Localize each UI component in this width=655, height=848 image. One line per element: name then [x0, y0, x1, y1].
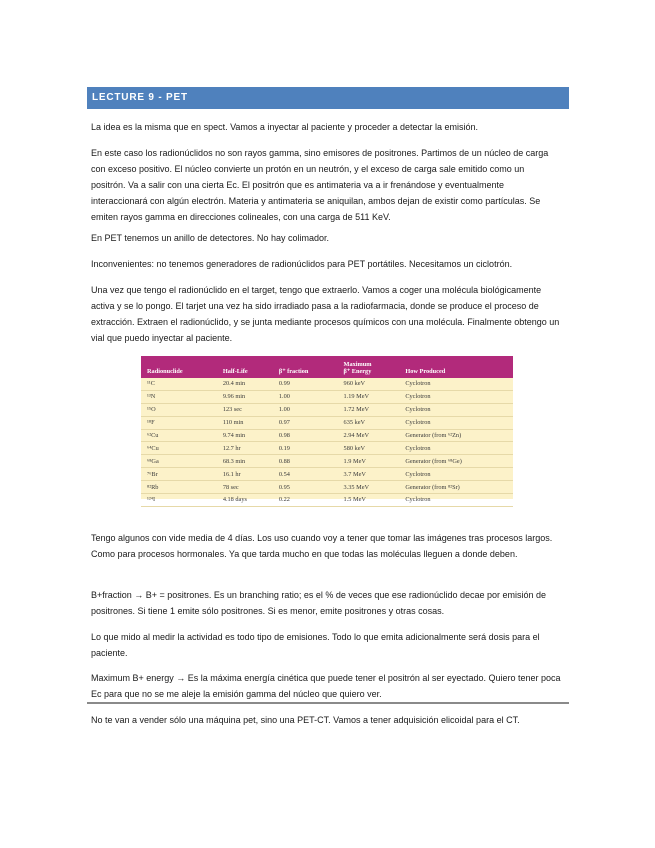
cell-max-energy: 2.94 MeV — [338, 429, 400, 442]
cell-max-energy: 1.9 MeV — [338, 455, 400, 468]
cell-max-energy: 1.72 MeV — [338, 403, 400, 416]
col-header-how-produced: How Produced — [405, 368, 446, 375]
cell-half-life: 9.96 min — [217, 390, 273, 403]
paragraph-positron-emission: En este caso los radionúclidos no son rayos gamma, sino emisores de positrones. Partimos de un núcleo de carga con exceso positivo. El núcleo convierte un protón en un neutrón, y el exceso de carga sale emitido como un positrón. Va a salir con una cierta Ec. El positrón que es antimateria va a ir frenándose y eventualmente interaccionará con algún electrón. Materia y antimateria se aniquilan, ambos dejan de existir como partículas. Se emiten rayos gamma en direcciones colineales, con una carga de 511 KeV. — [91, 148, 549, 222]
table-row — [141, 378, 513, 390]
cell-how-produced: Cyclotron — [399, 494, 513, 507]
cell-radionuclide: ⁸²Rb — [141, 481, 217, 494]
cell-how-produced: Generator (from ⁶⁸Ge) — [399, 455, 513, 468]
cell-how-produced: Cyclotron — [399, 442, 513, 455]
paragraph-beta-fraction: B+fraction → B+ = positrones. Es un branching ratio; es el % de veces que ese radionúclido decae por emisión de positrones. Si tiene 1 emite sólo positrones. Si es menor, emite positrones y otras cosas. — [91, 590, 547, 616]
cell-radionuclide: ¹³N — [141, 390, 217, 403]
cell-radionuclide: ⁶²Cu — [141, 429, 217, 442]
col-header-max-energy — [338, 356, 400, 378]
cell-how-produced: Generator (from ⁶²Zn) — [399, 429, 513, 442]
table-row — [141, 455, 513, 468]
cell-radionuclide: ⁶⁴Cu — [141, 442, 217, 455]
paragraph-max-energy: Maximum B+ energy → Es la máxima energía cinética que puede tener el positrón al ser eyectado. Quiero tener poca Ec para que no se me aleje la emisión gamma del núcleo que quiero ver. — [91, 673, 561, 699]
cell-half-life: 123 sec — [217, 403, 273, 416]
cell-max-energy: 3.35 MeV — [338, 481, 400, 494]
table-row — [141, 416, 513, 429]
cell-radionuclide: ¹⁵O — [141, 403, 217, 416]
radionuclide-table — [141, 356, 513, 504]
col-header-fraction: β⁺ fraction — [278, 368, 309, 375]
cell-beta-fraction: 0.95 — [273, 481, 338, 494]
table-header-row — [141, 356, 513, 378]
col-header-max-line1: Maximum — [343, 361, 372, 368]
cell-half-life: 20.4 min — [217, 378, 273, 390]
cell-beta-fraction: 0.88 — [273, 455, 338, 468]
cell-how-produced: Cyclotron — [399, 416, 513, 429]
paragraph-activity: Lo que mido al medir la actividad es todo tipo de emisiones. Todo lo que emita adicionalmente será dosis para el paciente. — [91, 632, 540, 658]
cell-half-life: 110 min — [217, 416, 273, 429]
cell-max-energy: 960 keV — [338, 378, 400, 390]
cell-radionuclide: ¹¹C — [141, 378, 217, 390]
section-divider — [87, 702, 569, 704]
cell-beta-fraction: 0.97 — [273, 416, 338, 429]
paragraph-half-life: Tengo algunos con vide media de 4 días. Los uso cuando voy a tener que tomar las imágenes tras procesos largos. Como para procesos hormonales. Ya que tarda mucho en que todas las moléculas lleguen a donde deben. — [91, 533, 553, 559]
table-row — [141, 403, 513, 416]
cell-beta-fraction: 0.98 — [273, 429, 338, 442]
cell-max-energy: 635 keV — [338, 416, 400, 429]
cell-half-life: 12.7 hr — [217, 442, 273, 455]
paragraph-pet-ct: No te van a vender sólo una máquina pet, sino una PET-CT. Vamos a tener adquisición elicoidal para el CT. — [91, 715, 520, 725]
table-row — [141, 494, 513, 507]
cell-half-life: 9.74 min — [217, 429, 273, 442]
cell-half-life: 78 sec — [217, 481, 273, 494]
cell-beta-fraction: 1.00 — [273, 390, 338, 403]
cell-beta-fraction: 0.19 — [273, 442, 338, 455]
cell-max-energy: 3.7 MeV — [338, 468, 400, 481]
cell-beta-fraction: 0.99 — [273, 378, 338, 390]
cell-half-life: 16.1 hr — [217, 468, 273, 481]
col-header-radionuclide: Radionuclide — [147, 368, 183, 375]
cell-beta-fraction: 1.00 — [273, 403, 338, 416]
table-row — [141, 429, 513, 442]
col-header-max-line2: β⁺ Energy — [343, 368, 372, 375]
lecture-title: LECTURE 9 - PET — [87, 87, 569, 109]
cell-radionuclide: ¹⁸F — [141, 416, 217, 429]
cell-how-produced: Cyclotron — [399, 403, 513, 416]
paragraph-intro: La idea es la misma que en spect. Vamos a inyectar al paciente y proceder a detectar la emisión. — [91, 122, 479, 132]
paragraph-detector-ring: En PET tenemos un anillo de detectores. No hay colimador. — [91, 233, 329, 243]
paragraph-drawbacks: Inconvenientes: no tenemos generadores de radionúclidos para PET portátiles. Necesitamos un ciclotrón. — [91, 259, 513, 269]
paragraph-extraction: Una vez que tengo el radionúclido en el target, tengo que extraerlo. Vamos a coger una molécula biológicamente activa y se lo pongo. El tarjet una vez ha sido irradiado pasa a la radiofarmacia, donde se produce el proceso de extracción. Extraen el radionúclido, y se junta mediante procesos químicos con una molécula. Finalmente obtengo un vial que puedo inyectar al paciente. — [91, 285, 560, 343]
cell-how-produced: Cyclotron — [399, 378, 513, 390]
cell-half-life: 4.18 days — [217, 494, 273, 507]
cell-beta-fraction: 0.22 — [273, 494, 338, 507]
cell-how-produced: Cyclotron — [399, 390, 513, 403]
cell-half-life: 68.3 min — [217, 455, 273, 468]
table-row — [141, 468, 513, 481]
cell-radionuclide: ¹²⁴I — [141, 494, 217, 507]
cell-max-energy: 1.5 MeV — [338, 494, 400, 507]
cell-radionuclide: ⁷⁶Br — [141, 468, 217, 481]
table-row — [141, 481, 513, 494]
cell-max-energy: 580 keV — [338, 442, 400, 455]
col-header-half-life: Half-Life — [222, 368, 248, 375]
cell-how-produced: Generator (from ⁸²Sr) — [399, 481, 513, 494]
table-row — [141, 442, 513, 455]
cell-how-produced: Cyclotron — [399, 468, 513, 481]
cell-radionuclide: ⁶⁸Ga — [141, 455, 217, 468]
cell-max-energy: 1.19 MeV — [338, 390, 400, 403]
cell-beta-fraction: 0.54 — [273, 468, 338, 481]
table-row — [141, 390, 513, 403]
